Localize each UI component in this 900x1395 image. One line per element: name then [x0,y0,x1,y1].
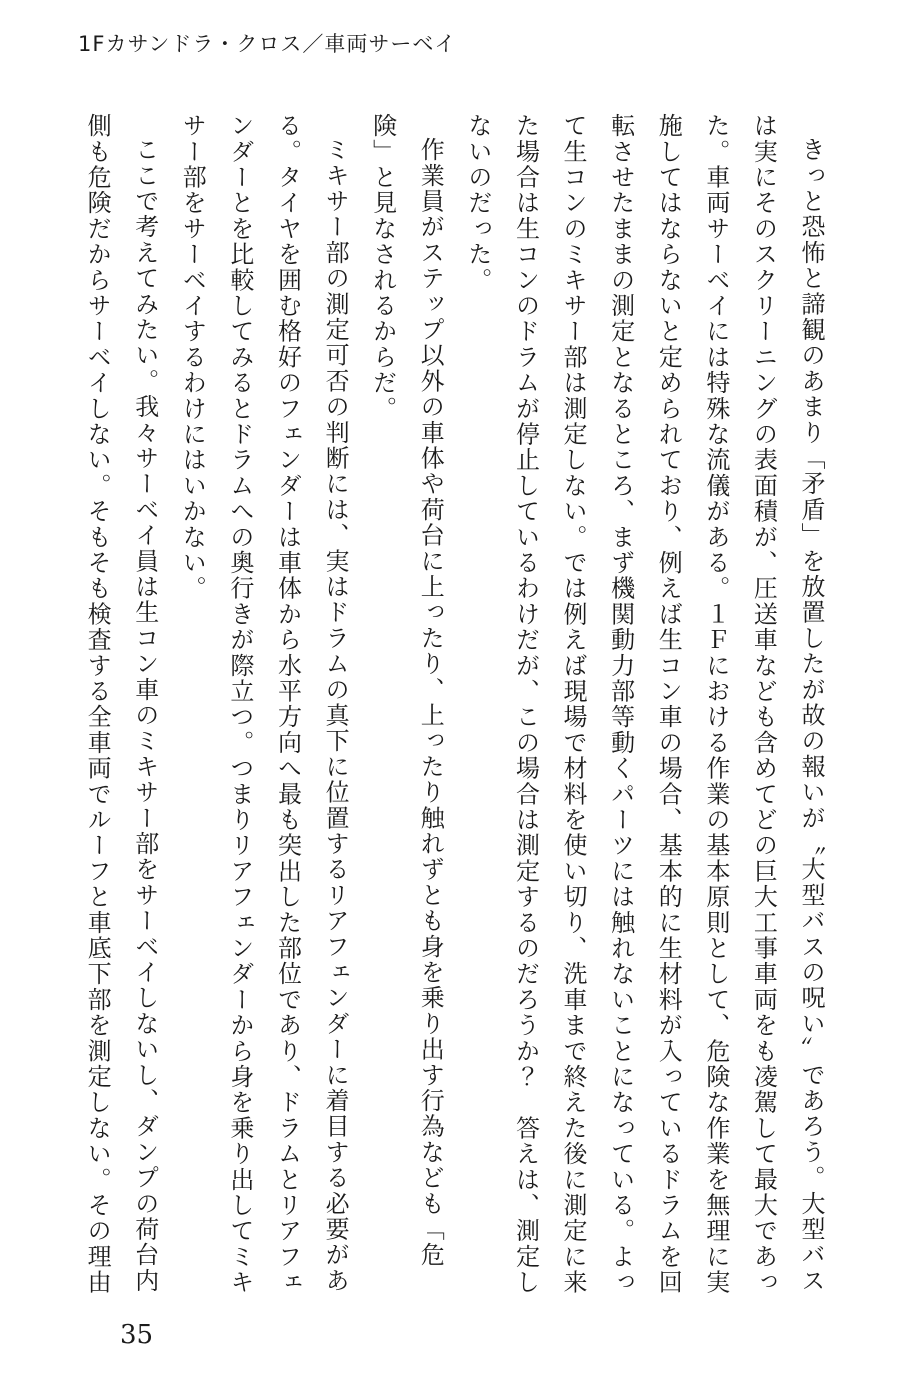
paragraph-danger-rule: 作業員がステップ以外の車体や荷台に上ったり、上ったり触れずとも身を乗り出す行為なども「危険」と見なされるからだ。 [368,113,445,1268]
body-text-vertical [70,113,834,1305]
page-number: 35 [120,1320,154,1350]
paragraph-rear-fender: ミキサー部の測定可否の判断には、実はドラムの真下に位置するリアフェンダーに着目する必要がある。タイヤを囲む格好のフェンダーは車体から水平方向へ最も突出した部位であり、ドラムとリアフェンダーとを比較してみるとドラムへの奥行きが際立つ。つまりリアフェンダーから身を乗り出してミキサー部をサーベイするわけにはいかない。 [178,113,350,1296]
paragraph-consideration: ここで考えてみたい。我々サーベイ員は生コン車のミキサー部をサーベイしないし、ダンプの荷台内側も危険だからサーベイしない。そもそも検査する全車両でルーフと車底下部を測定しない。その理由 [83,113,159,1296]
paragraph-survey-intro: きっと恐怖と諦観のあまり「矛盾」を放置したが故の報いが〝大型バスの呪い〟であろう。大型バスは実にそのスクリーニングの表面積が、圧送車なども含めてどの巨大工事車両をも凌駕して最大であった。車両サーベイには特殊な流儀がある。１Ｆにおける作業の基本原則として、危険な作業を無理に実施してはならないと定められており、例えば生コン車の場合、基本的に生材料が入っているドラムを回転させたままの測定となるところ、まず機関動力部等動くパーツには触れないことになっている。よって生コンのミキサー部は測定しない。では例えば現場で材料を使い切り、洗車まで終えた後に測定に来た場合は生コンのドラムが停止しているわけだが、この場合は測定するのだろうか？ 答えは、測定しないのだった。 [463,113,825,1296]
running-header-title: 1Fカサンドラ・クロス／車両サーベイ [78,32,457,56]
